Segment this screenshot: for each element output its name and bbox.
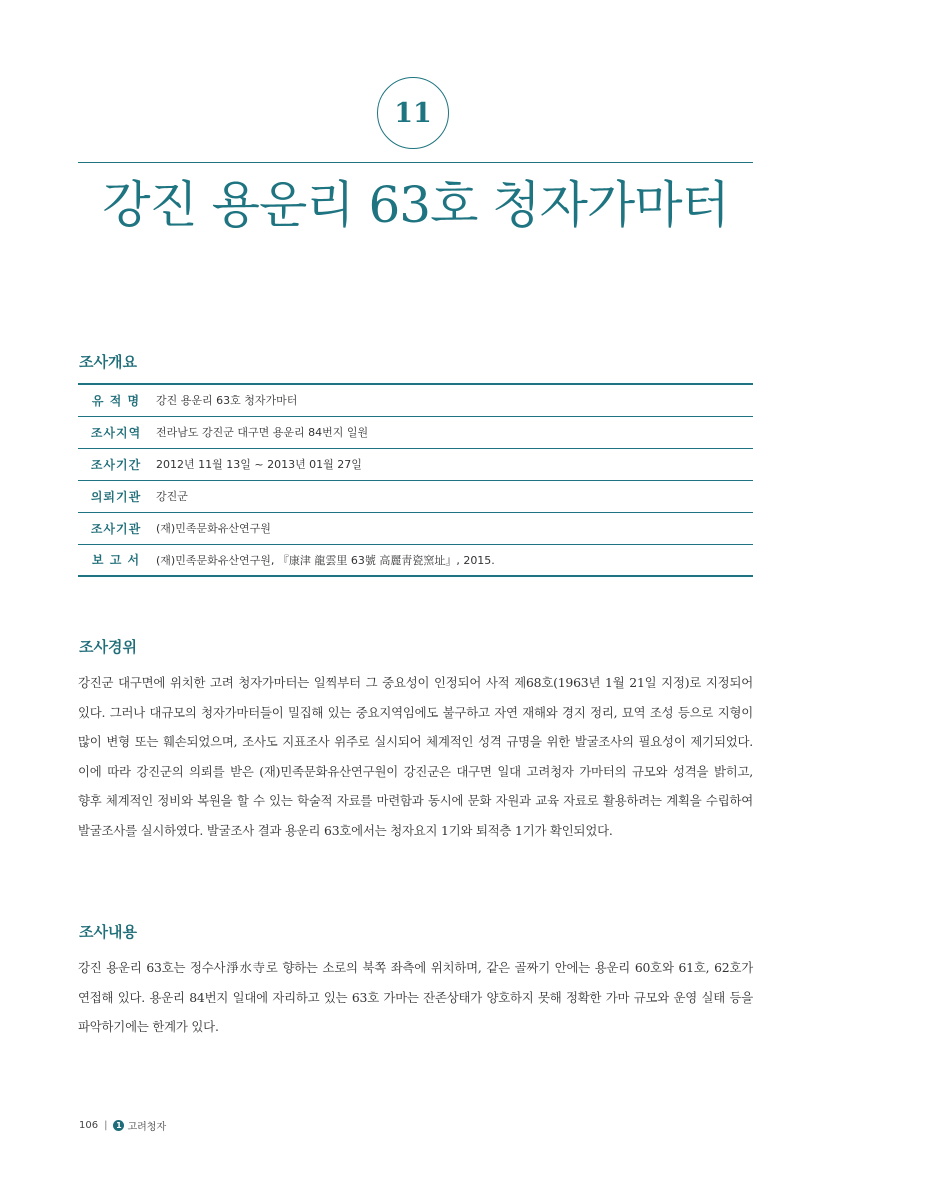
background-heading: 조사경위 <box>79 638 137 656</box>
content-heading: 조사내용 <box>79 923 137 941</box>
overview-heading: 조사개요 <box>79 353 137 371</box>
overview-row-value: 전라남도 강진군 대구면 용운리 84번지 일원 <box>154 416 753 448</box>
overview-row <box>78 448 753 480</box>
footer-separator: | <box>104 1120 108 1131</box>
chapter-number: 11 <box>394 97 432 129</box>
overview-row-value: 강진 용운리 63호 청자가마터 <box>156 394 298 408</box>
overview-row <box>78 544 753 576</box>
page-number: 106 <box>79 1120 99 1131</box>
overview-row-label: 유 적 명 <box>91 393 141 408</box>
section-number-icon: 1 <box>113 1120 124 1131</box>
overview-row-label: 조사기간 <box>78 448 154 480</box>
overview-row <box>78 512 753 544</box>
overview-row-label: 조사지역 <box>78 416 154 448</box>
overview-row-value: (재)민족문화유산연구원 <box>154 512 753 544</box>
overview-row-value: 2012년 11월 13일 ~ 2013년 01월 27일 <box>154 448 753 480</box>
chapter-number-badge <box>377 77 449 149</box>
page-footer <box>79 1118 166 1133</box>
overview-row-label: 보 고 서 <box>78 544 154 576</box>
section-name: 고려청자 <box>127 1122 167 1133</box>
overview-row-label: 의뢰기관 <box>78 480 154 512</box>
overview-row <box>78 416 753 448</box>
content-paragraph: 강진 용운리 63호는 정수사淨水寺로 향하는 소로의 북쪽 좌측에 위치하며, 같은 골짜기 안에는 용운리 60호와 61호, 62호가 연접해 있다. 용운리 84번지 일대에 자리하고 있는 63호 가마는 잔존상태가 양호하지 못해 정확한 가마 규모와 운영 실태 등을 파악하기에는 한계가 있다. <box>78 960 753 1034</box>
overview-row-value: (재)민족문화유산연구원, 『康津 龍雲里 63號 高麗靑瓷窯址』, 2015. <box>154 544 753 576</box>
overview-row <box>78 384 753 416</box>
overview-row-label: 조사기관 <box>78 512 154 544</box>
overview-row <box>78 480 753 512</box>
title-divider <box>78 162 753 163</box>
overview-table <box>78 383 753 577</box>
background-paragraph: 강진군 대구면에 위치한 고려 청자가마터는 일찍부터 그 중요성이 인정되어 사적 제68호(1963년 1월 21일 지정)로 지정되어 있다. 그러나 대규모의 청자가마터들이 밀집해 있는 중요지역임에도 불구하고 자연 재해와 경지 정리, 묘역 조성 등으로 지형이 많이 변형 또는 훼손되었으며, 조사도 지표조사 위주로 실시되어 체계적인 성격 규명을 위한 발굴조사의 필요성이 제기되었다. 이에 따라 강진군의 의뢰를 받은 (재)민족문화유산연구원이 강진군은 대구면 일대 고려청자 가마터의 규모와 성격을 밝히고, 향후 체계적인 정비와 복원을 할 수 있는 학술적 자료를 마련함과 동시에 문화 자원과 교육 자료로 활용하려는 계획을 수립하여 발굴조사를 실시하였다. 발굴조사 결과 용운리 63호에서는 청자요지 1기와 퇴적층 1기가 확인되었다. <box>78 675 753 838</box>
overview-row-value: 강진군 <box>154 480 753 512</box>
page-title: 강진 용운리 63호 청자가마터 <box>102 176 729 234</box>
